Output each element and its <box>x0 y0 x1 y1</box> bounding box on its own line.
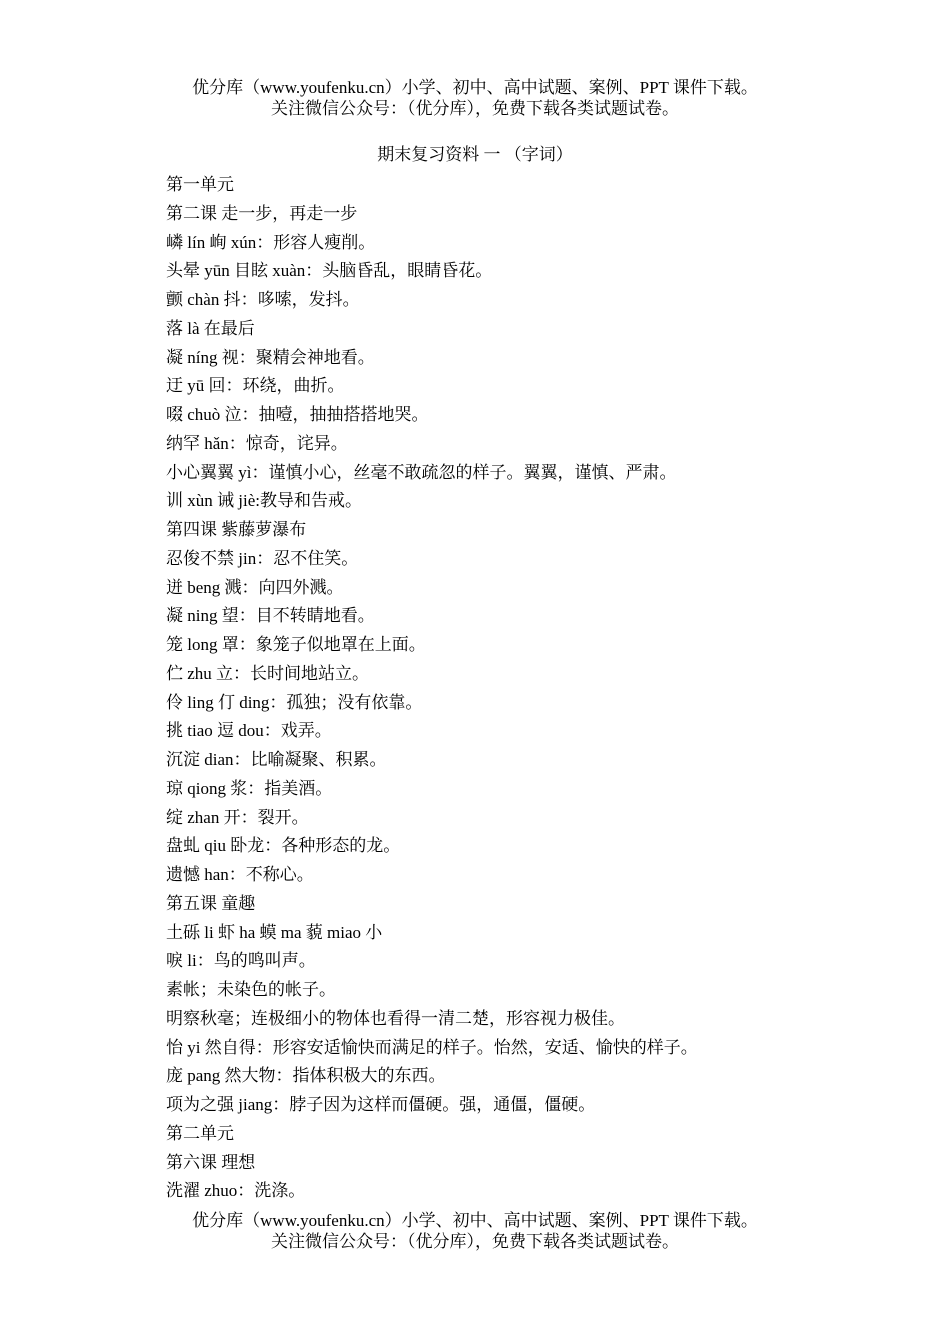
vocabulary-line: 迂 yū 回：环绕，曲折。 <box>166 376 345 396</box>
vocabulary-list <box>166 171 866 1206</box>
page-header <box>0 77 950 119</box>
vocabulary-line: 明察秋毫；连极细小的物体也看得一清二楚，形容视力极佳。 <box>166 1008 625 1028</box>
header-line-1: 优分库（www.youfenku.cn）小学、初中、高中试题、案例、PPT 课件下载。 <box>192 78 758 97</box>
vocabulary-line: 啜 chuò 泣：抽噎，抽抽搭搭地哭。 <box>166 405 429 424</box>
vocabulary-line: 凝 ning 望：目不转睛地看。 <box>166 606 375 626</box>
vocabulary-line: 颤 chàn 抖：哆嗦，发抖。 <box>166 290 360 309</box>
vocabulary-line: 第一单元 <box>166 175 234 194</box>
vocabulary-line: 迸 beng 溅：向四外溅。 <box>166 577 344 597</box>
vocabulary-line: 第五课 童趣 <box>166 893 256 913</box>
vocabulary-line: 小心翼翼 yì：谨慎小心，丝毫不敢疏忽的样子。翼翼，谨慎、严肃。 <box>166 462 677 482</box>
header-line-2: 关注微信公众号：（优分库），免费下载各类试题试卷。 <box>271 99 679 118</box>
footer-line-2: 关注微信公众号：（优分库），免费下载各类试题试卷。 <box>271 1232 679 1251</box>
vocabulary-line: 凝 níng 视：聚精会神地看。 <box>166 347 375 367</box>
vocabulary-line: 庞 pang 然大物：指体积极大的东西。 <box>166 1066 446 1086</box>
vocabulary-line: 训 xùn 诫 jiè:教导和告戒。 <box>166 491 362 511</box>
vocabulary-line: 第六课 理想 <box>166 1152 256 1172</box>
page-footer <box>0 1210 950 1252</box>
vocabulary-line: 第二单元 <box>166 1123 234 1143</box>
vocabulary-line: 落 là 在最后 <box>166 318 255 338</box>
vocabulary-line: 遗憾 han：不称心。 <box>166 865 314 884</box>
document-title: 期末复习资料 一 （字词） <box>377 145 573 164</box>
vocabulary-line: 土砾 li 虾 ha 蟆 ma 藐 miao 小 <box>166 922 383 942</box>
vocabulary-line: 忍俊不禁 jin：忍不住笑。 <box>166 548 359 568</box>
vocabulary-line: 盘虬 qiu 卧龙：各种形态的龙。 <box>166 836 401 856</box>
vocabulary-line: 伫 zhu 立：长时间地站立。 <box>166 663 370 683</box>
vocabulary-line: 沉淀 dian：比喻凝聚、积累。 <box>166 750 387 769</box>
vocabulary-line: 嶙 lín 峋 xún：形容人瘦削。 <box>166 232 376 252</box>
vocabulary-line: 头晕 yūn 目眩 xuàn：头脑昏乱，眼睛昏花。 <box>166 261 493 281</box>
vocabulary-line: 挑 tiao 逗 dou：戏弄。 <box>166 721 332 741</box>
footer-line-1: 优分库（www.youfenku.cn）小学、初中、高中试题、案例、PPT 课件下载。 <box>192 1211 758 1230</box>
vocabulary-line: 绽 zhan 开：裂开。 <box>166 807 309 827</box>
vocabulary-line: 项为之强 jiang：脖子因为这样而僵硬。强，通僵，僵硬。 <box>166 1095 596 1114</box>
vocabulary-line: 洗濯 zhuo：洗涤。 <box>166 1181 306 1201</box>
vocabulary-line: 第二课 走一步，再走一步 <box>166 203 358 223</box>
vocabulary-line: 纳罕 hǎn：惊奇，诧异。 <box>166 433 348 453</box>
vocabulary-line: 伶 ling 仃 ding：孤独；没有依靠。 <box>166 692 423 712</box>
vocabulary-line: 琼 qiong 浆：指美酒。 <box>166 778 333 798</box>
vocabulary-line: 怡 yi 然自得：形容安适愉快而满足的样子。怡然，安适、愉快的样子。 <box>166 1037 698 1057</box>
vocabulary-line: 第四课 紫藤萝瀑布 <box>166 520 307 539</box>
vocabulary-line: 素帐；未染色的帐子。 <box>166 980 336 999</box>
vocabulary-line: 笼 long 罩：象笼子似地罩在上面。 <box>166 635 426 654</box>
vocabulary-line: 唳 li：鸟的鸣叫声。 <box>166 951 316 971</box>
